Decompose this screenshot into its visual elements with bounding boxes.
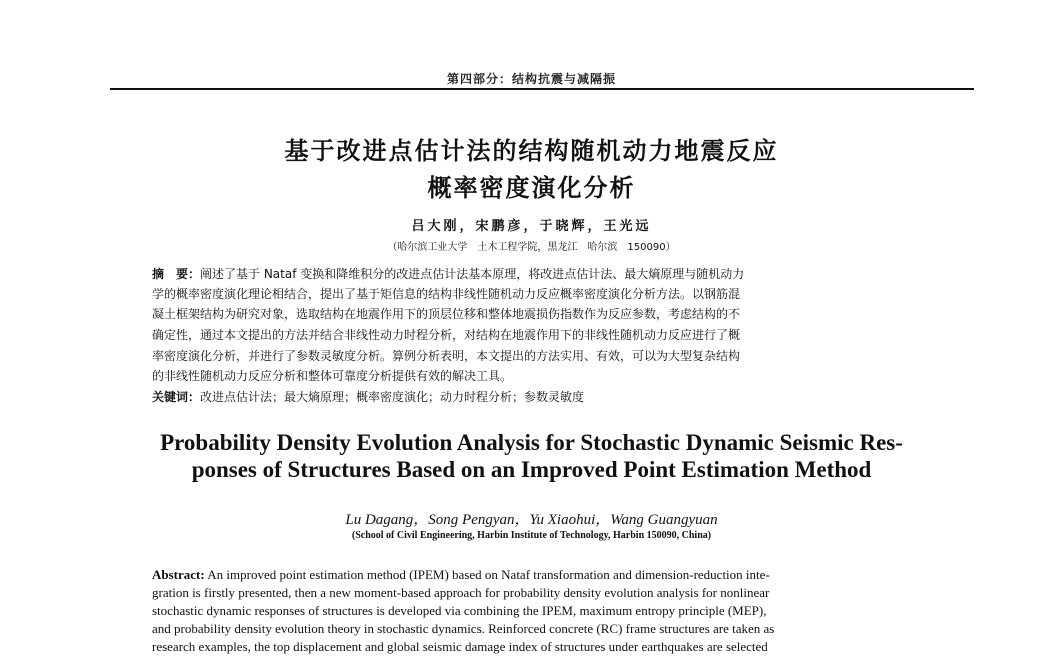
chinese-title-line-1: 基于改进点估计法的结构随机动力地震反应 [284, 137, 779, 165]
english-abstract-line: stochastic dynamic responses of structures is developed via combining the IPEM, maximum entropy principle (MEP), [152, 603, 767, 618]
english-abstract-line: Abstract: An improved point estimation method (IPEM) based on Nataf transformation and dimension-reduction inte- [152, 567, 770, 582]
chinese-abstract-label: 摘 要： [152, 267, 201, 281]
chinese-title-line-2: 概率密度演化分析 [427, 174, 636, 202]
english-title-line-1: Probability Density Evolution Analysis for Stochastic Dynamic Seismic Res- [160, 430, 903, 455]
chinese-keywords: 关键词：改进点估计法；最大熵原理；概率密度演化；动力时程分析；参数灵敏度 [152, 390, 585, 404]
english-abstract-label: Abstract: [152, 567, 205, 582]
english-abstract-line: gration is firstly presented, then a new moment-based approach for probability density evolution analysis for nonlinear [152, 585, 770, 600]
chinese-abstract-line: 的非线性随机动力反应分析和整体可靠度分析提供有效的解决工具。 [152, 369, 513, 383]
chinese-keywords-label: 关键词： [152, 390, 201, 404]
chinese-authors: 吕大刚，宋鹏彦，于晓辉，王光远 [411, 219, 652, 234]
chinese-abstract-line: 学的概率密度演化理论相结合，提出了基于矩信息的结构非线性随机动力反应概率密度演化分析方法。以钢筋混 [152, 287, 741, 301]
chinese-abstract-line: 确定性，通过本文提出的方法并结合非线性动力时程分析，对结构在地震作用下的非线性随机动力反应进行了概 [152, 328, 741, 342]
chinese-affiliation: （哈尔滨工业大学 土木工程学院，黑龙江 哈尔滨 150090） [387, 242, 676, 253]
chinese-abstract-line: 凝土框架结构为研究对象，选取结构在地震作用下的顶层位移和整体地震损伤指数作为反应参数，考虑结构的不 [152, 307, 741, 321]
english-abstract-line-cut: research examples, the top displacement and global seismic damage index of structures under earthquakes are selected [152, 639, 768, 654]
header-rule [110, 88, 974, 90]
running-header: 第四部分：结构抗震与减隔振 [446, 72, 616, 86]
chinese-abstract-line: 率密度演化分析，并进行了参数灵敏度分析。算例分析表明，本文提出的方法实用、有效，可以为大型复杂结构 [152, 349, 741, 363]
english-abstract-line: and probability density evolution theory in stochastic dynamics. Reinforced concrete (RC) frame structures are taken as [152, 621, 775, 636]
english-affiliation: (School of Civil Engineering, Harbin Institute of Technology, Harbin 150090, China) [351, 530, 712, 541]
chinese-abstract-line: 摘 要：阐述了基于 Nataf 变换和降维积分的改进点估计法基本原理，将改进点估计法、最大熵原理与随机动力 [152, 267, 745, 281]
english-authors: Lu Dagang，Song Pengyan，Yu Xiaohui，Wang Guangyuan [345, 512, 718, 528]
english-title-line-2: ponses of Structures Based on an Improved Point Estimation Method [191, 457, 872, 482]
